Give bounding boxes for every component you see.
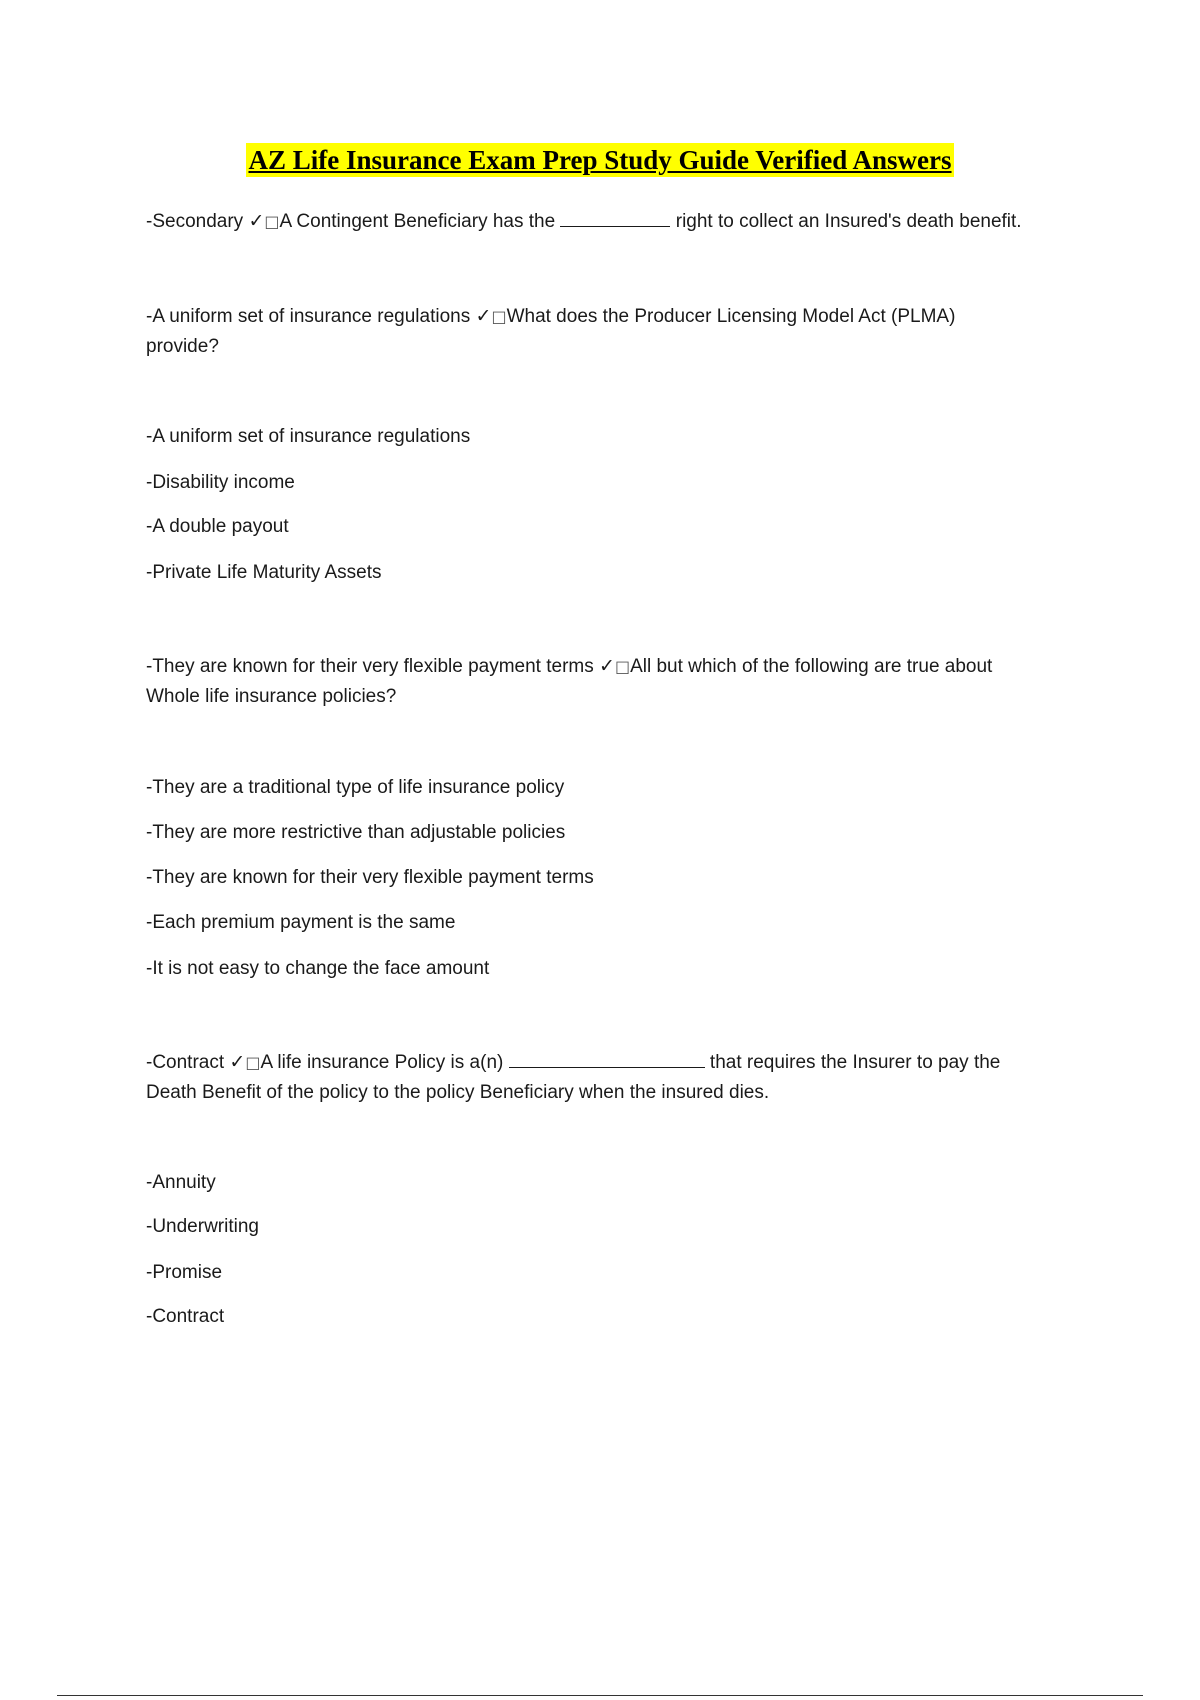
question-text: A life insurance Policy is a(n) xyxy=(260,1052,504,1073)
option-item: -Promise xyxy=(146,1262,223,1283)
title-container xyxy=(0,143,1200,177)
box-icon: □ xyxy=(264,212,280,231)
option-item: -It is not easy to change the face amount xyxy=(146,958,490,979)
question-text: All but which of the following are true about xyxy=(630,656,993,677)
box-icon: □ xyxy=(614,657,631,676)
question-text: A Contingent Beneficiary has the xyxy=(279,211,556,232)
answer-text: -Secondary xyxy=(146,211,244,232)
question-text: Death Benefit of the policy to the policy Beneficiary when the insured dies. xyxy=(146,1082,770,1103)
question-text: provide? xyxy=(146,336,219,357)
option-item: -Each premium payment is the same xyxy=(146,912,456,933)
checkmark-icon: ✓ xyxy=(229,1051,246,1073)
question-2 xyxy=(146,301,1086,362)
option-item: -They are more restrictive than adjustable policies xyxy=(146,822,566,843)
fill-in-blank xyxy=(509,1049,705,1068)
answer-text: -A uniform set of insurance regulations xyxy=(146,306,471,327)
question-3 xyxy=(146,651,1086,712)
box-icon: □ xyxy=(491,307,507,326)
question-text: Whole life insurance policies? xyxy=(146,686,397,707)
option-item: -A double payout xyxy=(146,516,289,537)
option-item: -Underwriting xyxy=(146,1216,259,1237)
option-item: -They are a traditional type of life insurance policy xyxy=(146,777,565,798)
checkmark-icon: ✓ xyxy=(599,655,615,677)
option-item: -Annuity xyxy=(146,1172,216,1193)
document-title: AZ Life Insurance Exam Prep Study Guide Verified Answers xyxy=(248,145,952,175)
checkmark-icon: ✓ xyxy=(475,305,492,327)
option-item: -A uniform set of insurance regulations xyxy=(146,426,471,447)
checkmark-icon: ✓ xyxy=(248,210,265,232)
option-item: -Private Life Maturity Assets xyxy=(146,562,382,583)
box-icon: □ xyxy=(245,1053,261,1072)
question-text: What does the Producer Licensing Model Act (PLMA) xyxy=(506,306,956,327)
answer-text: -Contract xyxy=(146,1052,225,1073)
question-4 xyxy=(146,1047,1086,1108)
answer-text: -They are known for their very flexible payment terms xyxy=(146,656,594,677)
option-item: -They are known for their very flexible payment terms xyxy=(146,867,594,888)
footer-divider xyxy=(57,1695,1143,1696)
fill-in-blank xyxy=(560,208,670,227)
question-1 xyxy=(146,206,1086,237)
question-text: right to collect an Insured's death benefit. xyxy=(675,211,1022,232)
option-item: -Contract xyxy=(146,1306,225,1327)
question-text: that requires the Insurer to pay the xyxy=(709,1052,1001,1073)
option-item: -Disability income xyxy=(146,472,295,493)
